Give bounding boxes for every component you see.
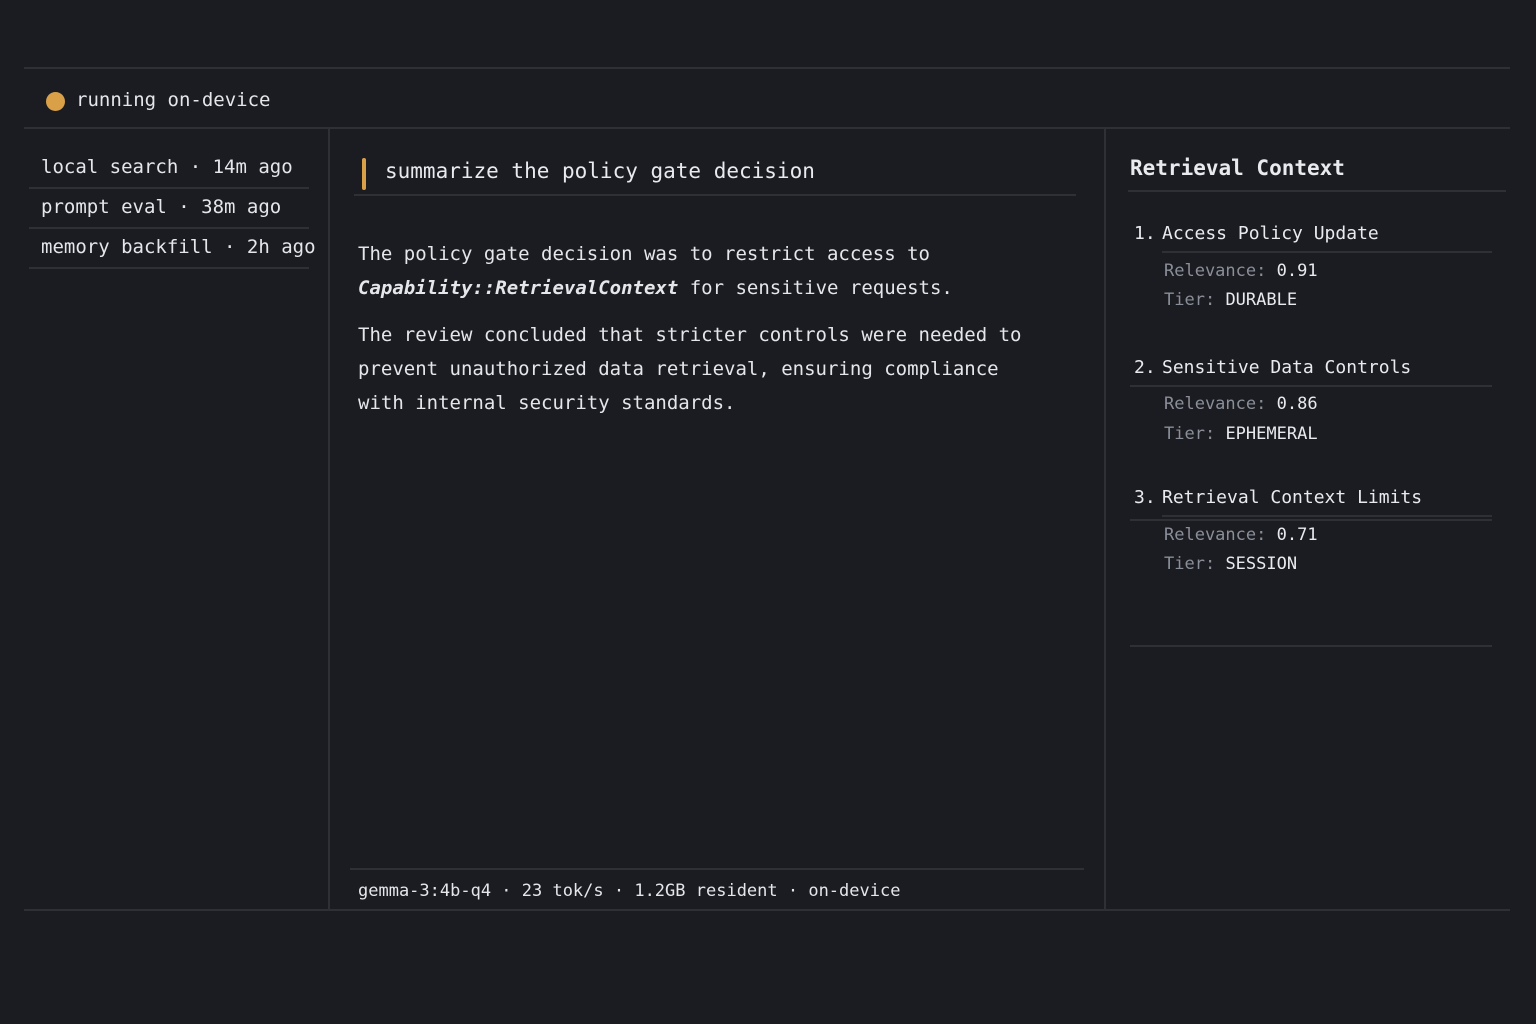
context-item-name: Sensitive Data Controls xyxy=(1162,357,1412,378)
prompt-text: summarize the policy gate decision xyxy=(385,159,815,183)
context-item-number: 1. xyxy=(1134,223,1156,244)
context-item-relevance xyxy=(1164,261,1318,281)
context-item-header xyxy=(1162,357,1492,387)
history-item-memory-backfill[interactable]: memory backfill · 2h ago xyxy=(29,231,309,269)
context-item-name: Retrieval Context Limits xyxy=(1162,487,1423,508)
context-item-relevance xyxy=(1164,394,1318,414)
relevance-label: Relevance: xyxy=(1164,261,1267,281)
model-status-footer: gemma-3:4b-q4 · 23 tok/s · 1.2GB resident · on-device xyxy=(358,881,901,901)
context-header xyxy=(1128,154,1506,192)
history-sidebar xyxy=(24,129,330,911)
relevance-value: 0.71 xyxy=(1276,525,1318,545)
context-title: Retrieval Context xyxy=(1130,156,1345,180)
tier-label: Tier: xyxy=(1164,424,1216,444)
answer-p1-text: The policy gate decision was to restrict access to xyxy=(358,243,930,265)
tier-value: DURABLE xyxy=(1225,290,1298,310)
context-item[interactable] xyxy=(1130,487,1492,647)
relevance-label: Relevance: xyxy=(1164,525,1267,545)
tier-label: Tier: xyxy=(1164,290,1216,310)
context-item-header xyxy=(1162,223,1492,253)
retrieval-context-panel xyxy=(1106,129,1510,911)
relevance-value: 0.91 xyxy=(1276,261,1318,281)
answer-body xyxy=(358,237,1058,420)
context-item-tier xyxy=(1164,290,1297,310)
app-window xyxy=(24,67,1510,911)
context-item-header xyxy=(1162,487,1492,517)
answer-paragraph-2: The review concluded that stricter controls were needed to prevent unauthorized data retrieval, ensuring compliance with internal security standards. xyxy=(358,324,1022,414)
relevance-value: 0.86 xyxy=(1276,394,1318,414)
context-item-number: 2. xyxy=(1134,357,1156,378)
context-item-tier xyxy=(1164,554,1297,574)
answer-paragraph-1 xyxy=(358,237,1058,305)
status-dot-icon xyxy=(46,92,65,111)
context-item-name: Access Policy Update xyxy=(1162,223,1379,244)
status-text: running on-device xyxy=(76,89,271,111)
prompt-row xyxy=(354,152,1076,196)
answer-code-ref: Capability::RetrievalContext xyxy=(358,277,679,299)
context-item-number: 3. xyxy=(1134,487,1156,508)
tier-value: EPHEMERAL xyxy=(1225,424,1318,444)
prompt-accent-bar xyxy=(362,158,366,190)
conversation-pane xyxy=(330,129,1106,911)
status-bar xyxy=(24,69,1510,129)
footer-divider xyxy=(350,868,1084,870)
context-item-relevance xyxy=(1164,525,1318,545)
context-item-tier xyxy=(1164,424,1318,444)
tier-value: SESSION xyxy=(1225,554,1298,574)
history-item-local-search[interactable]: local search · 14m ago xyxy=(29,151,309,189)
relevance-label: Relevance: xyxy=(1164,394,1267,414)
tier-label: Tier: xyxy=(1164,554,1216,574)
history-item-prompt-eval[interactable]: prompt eval · 38m ago xyxy=(29,191,309,229)
answer-p1-tail: for sensitive requests. xyxy=(678,277,953,299)
